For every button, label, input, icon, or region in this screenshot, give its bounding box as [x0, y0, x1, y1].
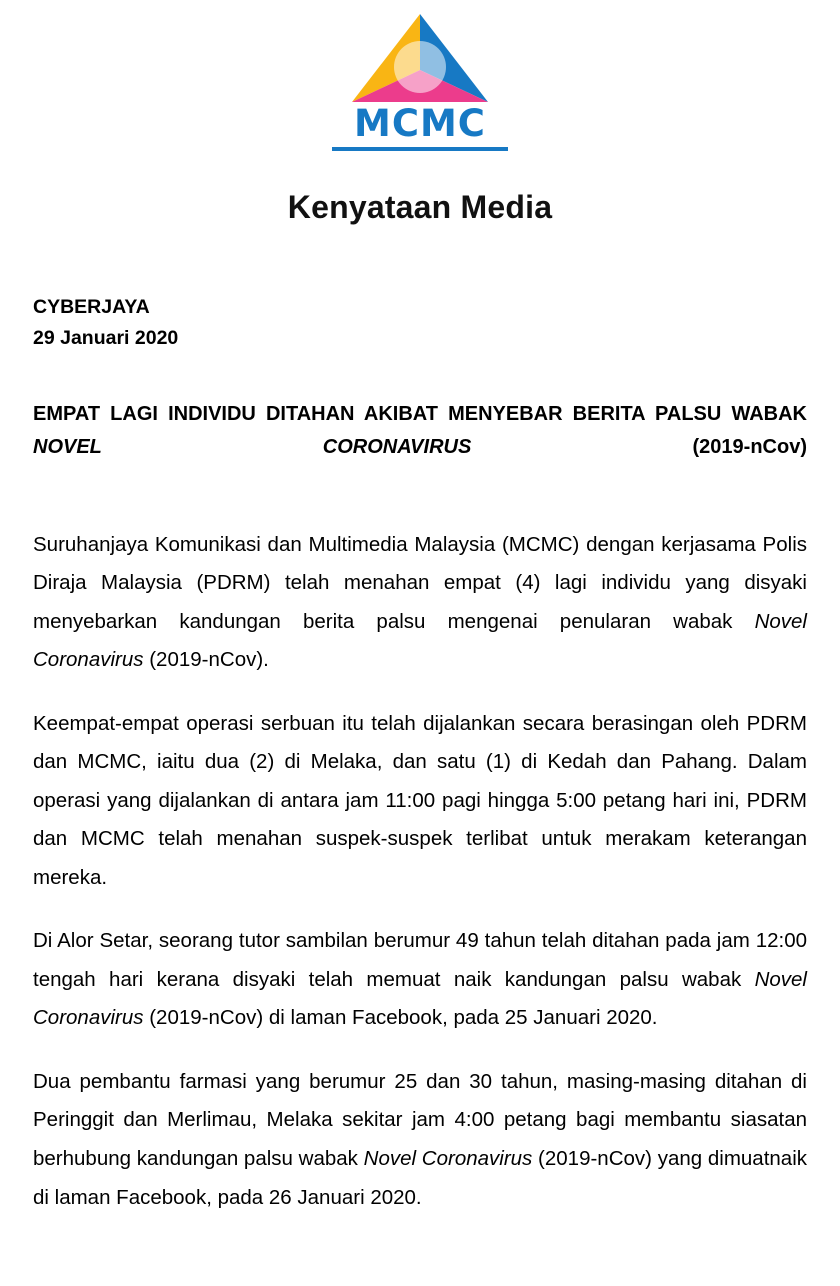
para-4-text-2: (2019-nCov) yang dimuatnaik di laman Facebook, pada 26 Januari 2020.	[33, 1146, 808, 1209]
para-1-text-2: (2019-nCov).	[143, 648, 269, 672]
para-2	[33, 705, 807, 898]
mcmc-wordmark-rule	[332, 147, 508, 151]
dateline	[33, 292, 807, 354]
para-1-text-0: Suruhanjaya Komunikasi dan Multimedia Malaysia (MCMC) dengan kerjasama Polis Diraja Malaysia (PDRM) telah menahan empat (4) lagi individu yang disyaki menyebarkan kandungan berita palsu mengenai penularan wabak	[33, 532, 807, 633]
para-4-italic-term: Novel Coronavirus	[363, 1146, 533, 1170]
para-4	[33, 1063, 807, 1217]
mcmc-wordmark	[332, 102, 508, 151]
headline-italic-term: NOVEL CORONAVIRUS	[33, 435, 472, 458]
para-1	[33, 526, 807, 680]
headline-part-2: (2019-nCov)	[471, 435, 807, 458]
dateline-place: CYBERJAYA	[33, 296, 150, 318]
para-1-italic-term: Novel Coronavirus	[33, 609, 807, 672]
headline-part-1: EMPAT LAGI INDIVIDU DITAHAN AKIBAT MENYEBAR BERITA PALSU WABAK	[33, 403, 807, 426]
mcmc-wordmark-text: MCMC	[354, 102, 486, 145]
para-3-text-2: (2019-nCov) di laman Facebook, pada 25 Januari 2020.	[143, 1006, 658, 1030]
page-title: Kenyataan Media	[287, 189, 553, 225]
para-2-text-0: Keempat-empat operasi serbuan itu telah dijalankan secara berasingan oleh PDRM dan MCMC, iaitu dua (2) di Melaka, dan satu (1) di Kedah dan Pahang. Dalam operasi yang dijalankan di antara jam 11:00 pagi hingga 5:00 petang hari ini, PDRM dan MCMC telah menahan suspek-suspek terlibat untuk merakam keterangan mereka.	[33, 711, 807, 889]
mcmc-triangle-mark	[348, 12, 492, 104]
body-copy	[33, 526, 807, 1218]
para-3-text-0: Di Alor Setar, seorang tutor sambilan berumur 49 tahun telah ditahan pada jam 12:00 tengah hari kerana disyaki telah memuat naik kandungan palsu wabak	[33, 929, 807, 991]
para-3	[33, 922, 807, 1038]
mcmc-logo	[33, 0, 807, 151]
para-4-text-0: Dua pembantu farmasi yang berumur 25 dan 30 tahun, masing-masing ditahan di Peringgit dan Merlimau, Melaka sekitar jam 4:00 petang bagi membantu siasatan berhubung kandungan palsu wabak	[33, 1069, 807, 1170]
dateline-date: 29 Januari 2020	[33, 327, 179, 350]
tri-color-triangle-icon	[348, 12, 492, 104]
para-3-italic-term: Novel Coronavirus	[33, 967, 807, 1030]
headline	[33, 398, 807, 495]
